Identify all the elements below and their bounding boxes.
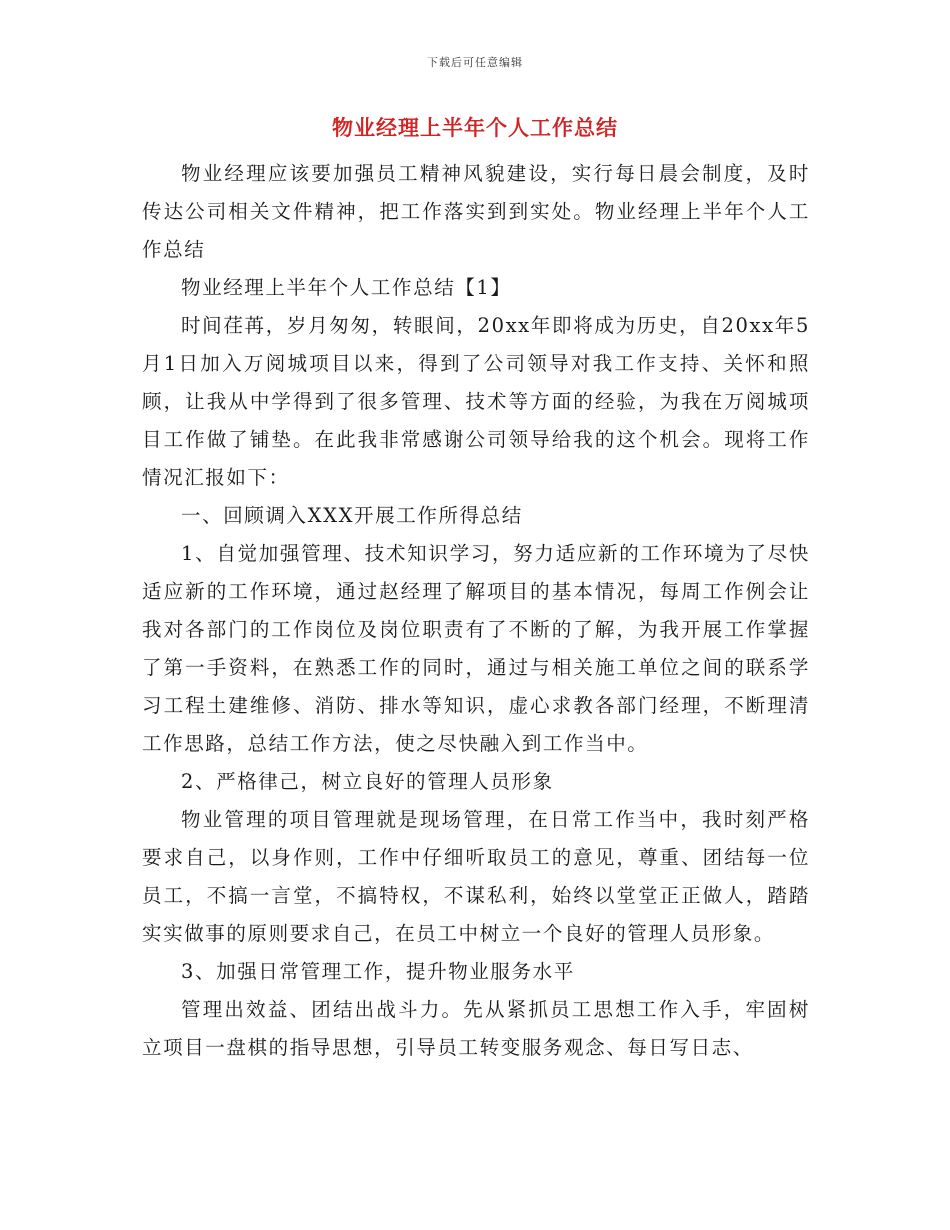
document-body — [142, 155, 810, 1067]
subheading: 3、加强日常管理工作，提升物业服务水平 — [181, 960, 575, 983]
header-note: 下载后可任意编辑 — [427, 56, 523, 69]
paragraph: 物业管理的项目管理就是现场管理，在日常工作当中，我时刻严格要求自己，以身作则，工作中仔细听取员工的意见，尊重、团结每一位员工，不搞一言堂，不搞特权，不谋私利，始终以堂堂正正做人，踏踏实实做事的原则要求自己，在员工中树立一个良好的管理人员形象。 — [142, 808, 810, 945]
paragraph-intro: 物业经理应该要加强员工精神风貌建设，实行每日晨会制度，及时传达公司相关文件精神，把工作落实到到实处。物业经理上半年个人工作总结 — [142, 162, 810, 261]
paragraph: 管理出效益、团结出战斗力。先从紧抓员工思想工作入手，牢固树立项目一盘棋的指导思想，引导员工转变服务观念、每日写日志、 — [142, 998, 810, 1059]
paragraph: 1、自觉加强管理、技术知识学习，努力适应新的工作环境为了尽快适应新的工作环境，通过赵经理了解项目的基本情况，每周工作例会让我对各部门的工作岗位及岗位职责有了不断的了解，为我开展工作掌握了第一手资料，在熟悉工作的同时，通过与相关施工单位之间的联系学习工程土建维修、消防、排水等知识，虚心求教各部门经理，不断理清工作思路，总结工作方法，使之尽快融入到工作当中。 — [142, 542, 810, 755]
paragraph: 时间荏苒，岁月匆匆，转眼间，20xx年即将成为历史，自20xx年5月1日加入万阅城项目以来，得到了公司领导对我工作支持、关怀和照顾，让我从中学得到了很多管理、技术等方面的经验，为我在万阅城项目工作做了铺垫。在此我非常感谢公司领导给我的这个机会。现将工作情况汇报如下： — [142, 314, 810, 489]
document-title: 物业经理上半年个人工作总结 — [332, 115, 618, 140]
section-heading: 物业经理上半年个人工作总结【1】 — [181, 276, 512, 299]
section-heading: 一、回顾调入XXX开展工作所得总结 — [181, 504, 523, 527]
subheading: 2、严格律己，树立良好的管理人员形象 — [181, 770, 554, 793]
